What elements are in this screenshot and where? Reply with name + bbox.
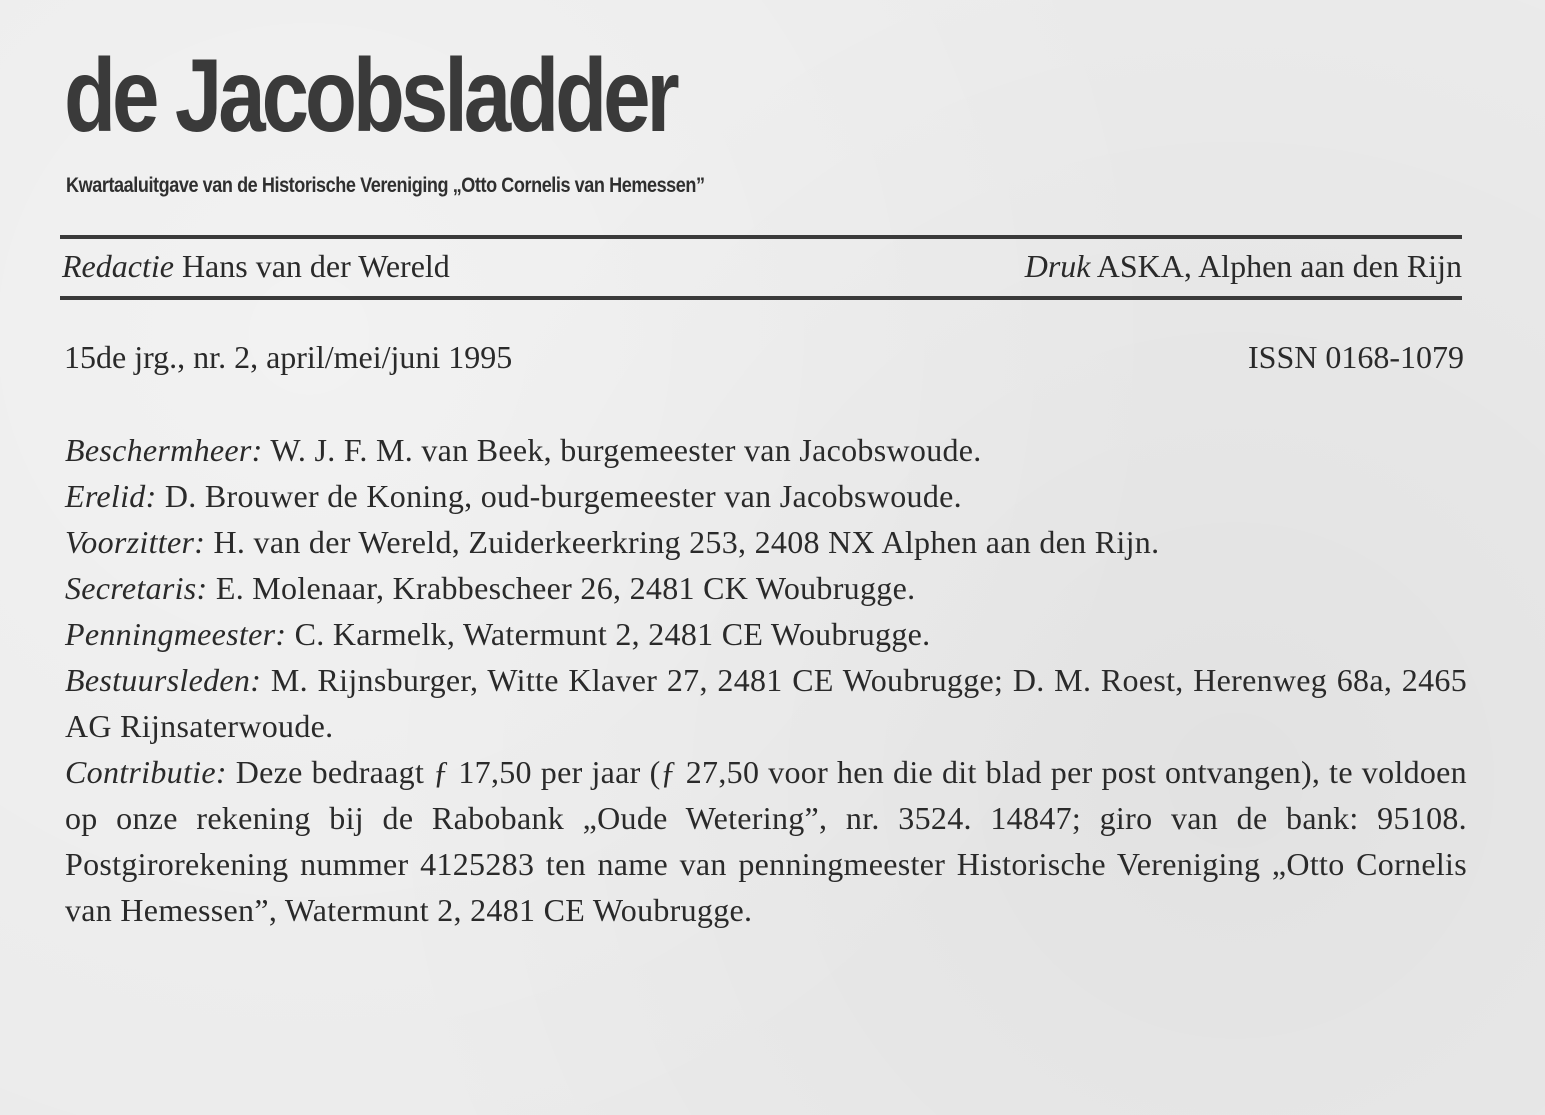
entry-treasurer (65, 611, 1467, 657)
entry-secretary (65, 565, 1467, 611)
entry-text: C. Karmelk, Watermunt 2, 2481 CE Woubrugge. (294, 616, 931, 652)
print-label: Druk (1024, 248, 1091, 284)
entry-label: Bestuursleden: (65, 662, 262, 698)
credits-row (62, 247, 1462, 285)
bottom-rule (60, 296, 1462, 300)
issue-row (64, 337, 1464, 377)
entry-label: Erelid: (65, 478, 157, 514)
entry-patron (65, 427, 1467, 473)
issue-volume: 15de jrg., nr. 2, april/mei/juni 1995 (64, 339, 513, 375)
print-value: ASKA, Alphen aan den Rijn (1096, 248, 1462, 284)
entry-text: Deze bedraagt ƒ 17,50 per jaar (ƒ 27,50 voor hen die dit blad per post ontvangen), te voldoen op onze rekening bij de Rabobank „Oude Wetering”, nr. 3524. 14847; giro van de bank: 95108. Postgirorekening nummer 4125283 ten name van penningmeester Historische Vereniging „Otto Cornelis van Hemessen”, Watermunt 2, 2481 CE Woubrugge. (65, 754, 1467, 928)
entry-text: E. Molenaar, Krabbescheer 26, 2481 CK Woubrugge. (215, 570, 916, 606)
masthead-title: de Jacobsladder (64, 38, 676, 154)
entry-text: M. Rijnsburger, Witte Klaver 27, 2481 CE Woubrugge; D. M. Roest, Herenweg 68a, 2465 AG Rijnsaterwoude. (65, 662, 1467, 744)
board-info (65, 427, 1467, 933)
entry-text: W. J. F. M. van Beek, burgemeester van Jacobswoude. (270, 432, 982, 468)
print-credit (1025, 247, 1462, 285)
entry-board-members (65, 657, 1467, 749)
entry-label: Secretaris: (65, 570, 208, 606)
editor-label: Redactie (62, 248, 174, 284)
entry-chairman (65, 519, 1467, 565)
masthead-subtitle: Kwartaaluitgave van de Historische Vereniging „Otto Cornelis van Hemessen” (66, 174, 705, 197)
entry-text: H. van der Wereld, Zuiderkeerkring 253, 2408 NX Alphen aan den Rijn. (213, 524, 1160, 560)
editor-credit (62, 247, 450, 285)
entry-text: D. Brouwer de Koning, oud-burgemeester van Jacobswoude. (164, 478, 962, 514)
entry-label: Voorzitter: (65, 524, 206, 560)
issn-number: ISSN 0168-1079 (1247, 339, 1464, 375)
entry-honorary-member (65, 473, 1467, 519)
entry-label: Beschermheer: (65, 432, 263, 468)
entry-label: Contributie: (65, 754, 227, 790)
top-rule (60, 235, 1462, 239)
editor-value: Hans van der Wereld (181, 248, 450, 284)
entry-label: Penningmeester: (65, 616, 287, 652)
entry-contribution (65, 749, 1467, 933)
